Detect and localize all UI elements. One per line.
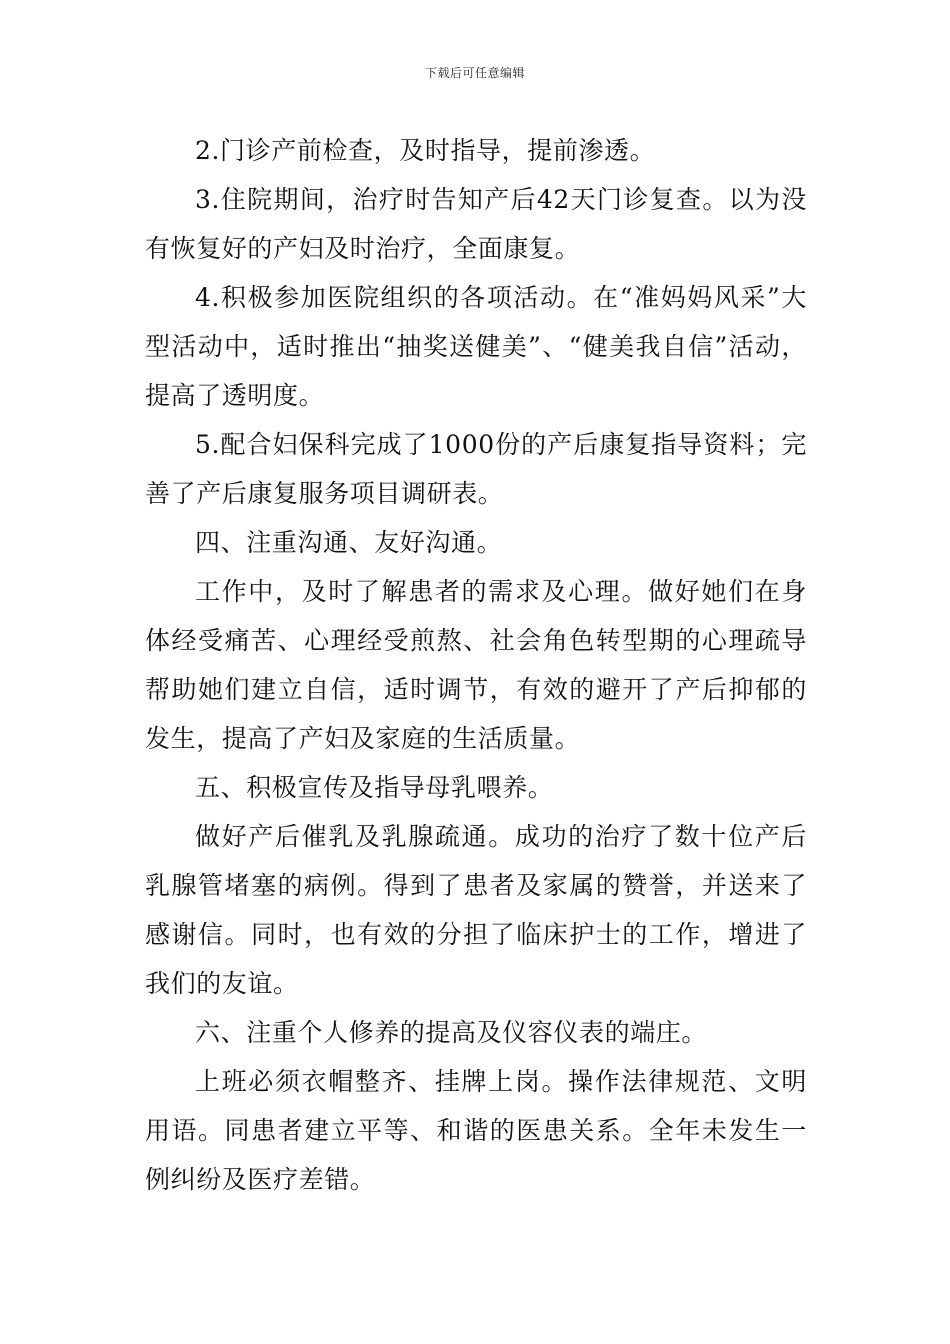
document-body — [145, 126, 807, 1204]
section-heading-communication: 四、注重沟通、友好沟通。 — [195, 528, 503, 557]
page-header: 下载后可任意编辑 — [424, 66, 525, 80]
section-heading-breastfeeding: 五、积极宣传及指导母乳喂养。 — [195, 773, 554, 802]
paragraph-item-4: 4.积极参加医院组织的各项活动。在“准妈妈风采”大型活动中，适时推出“抽奖送健美”、“健美我自信”活动，提高了透明度。 — [145, 283, 807, 410]
section-heading-self-cultivation: 六、注重个人修养的提高及仪容仪表的端庄。 — [195, 1018, 708, 1047]
paragraph-item-3: 3.住院期间，治疗时告知产后42天门诊复查。以为没有恢复好的产妇及时治疗，全面康复。 — [145, 185, 807, 263]
paragraph-communication: 工作中，及时了解患者的需求及心理。做好她们在身体经受痛苦、心理经受煎熬、社会角色转型期的心理疏导帮助她们建立自信，适时调节，有效的避开了产后抑郁的发生，提高了产妇及家庭的生活质量。 — [145, 577, 807, 753]
paragraph-item-5: 5.配合妇保科完成了1000份的产后康复指导资料；完善了产后康复服务项目调研表。 — [145, 430, 807, 508]
paragraph-self-cultivation: 上班必须衣帽整齐、挂牌上岗。操作法律规范、文明用语。同患者建立平等、和谐的医患关系。全年未发生一例纠纷及医疗差错。 — [145, 1067, 807, 1194]
paragraph-breastfeeding: 做好产后催乳及乳腺疏通。成功的治疗了数十位产后乳腺管堵塞的病例。得到了患者及家属的赞誉，并送来了感谢信。同时，也有效的分担了临床护士的工作，增进了我们的友谊。 — [145, 822, 807, 998]
paragraph-item-2: 2.门诊产前检查，及时指导，提前渗透。 — [195, 136, 656, 165]
